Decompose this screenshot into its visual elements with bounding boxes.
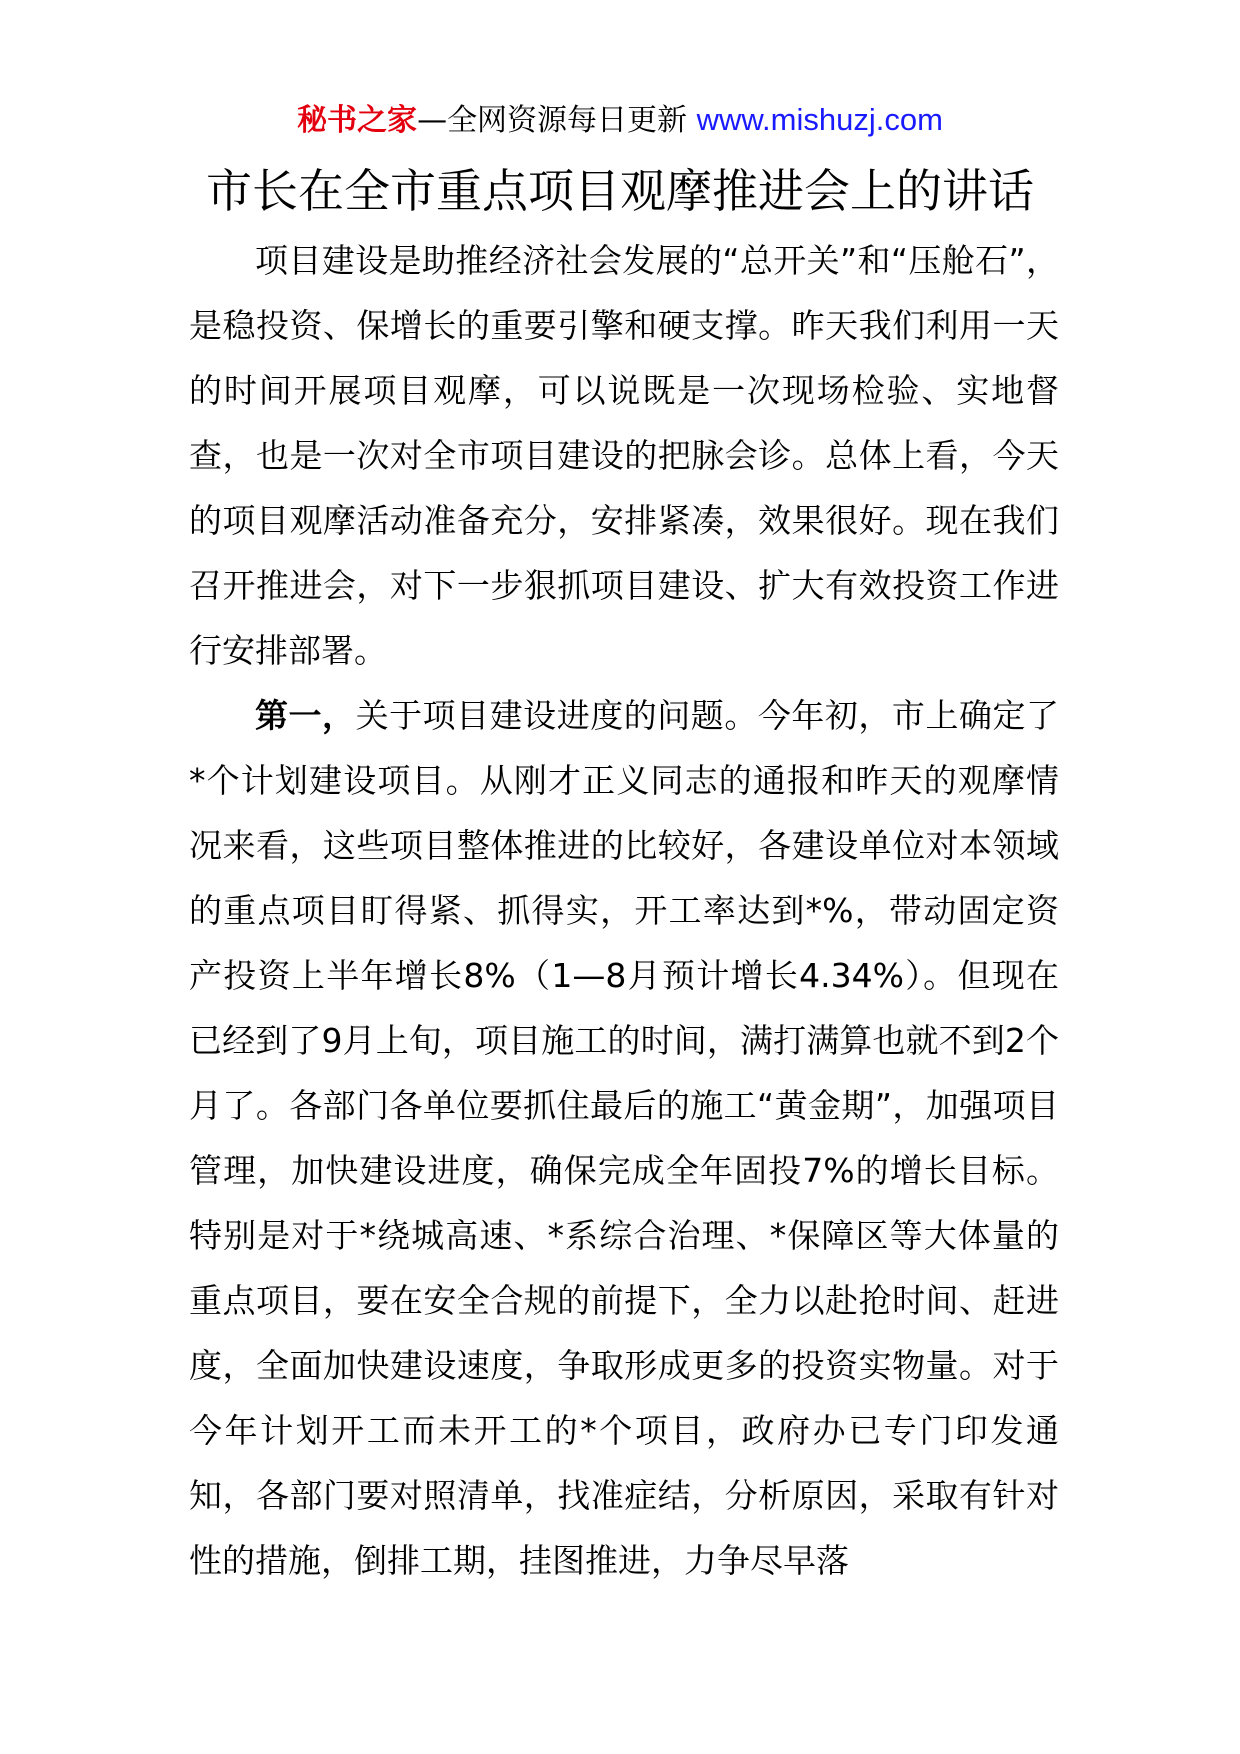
site-url-link[interactable]: www.mishuzj.com bbox=[696, 102, 943, 137]
paragraph-first-point-text: 关于项目建设进度的问题。今年初，市上确定了*个计划建设项目。从刚才正义同志的通报和昨天的观摩情况来看，这些项目整体推进的比较好，各建设单位对本领域的重点项目盯得紧、抓得实，开工率达到*%，带动固定资产投资上半年增长8%（1—8月预计增长4.34%）。但现在已经到了9月上旬，项目施工的时间，满打满算也就不到2个月了。各部门各单位要抓住最后的施工“黄金期”，加强项目管理，加快建设进度，确保完成全年固投7%的增长目标。特别是对于*绕城高速、*系综合治理、*保障区等大体量的重点项目，要在安全合规的前提下，全力以赴抢时间、赶进度，全面加快建设速度，争取形成更多的投资实物量。对于今年计划开工而未开工的*个项目，政府办已专门印发通知，各部门要对照清单，找准症结，分析原因，采取有针对性的措施，倒排工期，挂图推进，力争尽早落 bbox=[189, 696, 1060, 1580]
brand-name: 秘书之家 bbox=[297, 103, 418, 138]
paragraph-intro-text: 项目建设是助推经济社会发展的“总开关”和“压舱石”，是稳投资、保增长的重要引擎和硬支撑。昨天我们利用一天的时间开展项目观摩，可以说既是一次现场检验、实地督查，也是一次对全市项目建设的把脉会诊。总体上看，今天的项目观摩活动准备充分，安排紧凑，效果很好。现在我们召开推进会，对下一步狠抓项目建设、扩大有效投资工作进行安排部署。 bbox=[189, 241, 1059, 670]
header-slogan: —全网资源每日更新 bbox=[417, 103, 697, 138]
document-title: 市长在全市重点项目观摩推进会上的讲话 bbox=[206, 164, 1034, 218]
document-body bbox=[189, 228, 1059, 1593]
paragraph-first-point bbox=[189, 683, 1059, 1593]
site-header bbox=[0, 100, 1240, 141]
paragraph-first-point-lead: 第一， bbox=[255, 696, 356, 735]
paragraph-intro bbox=[189, 228, 1059, 683]
